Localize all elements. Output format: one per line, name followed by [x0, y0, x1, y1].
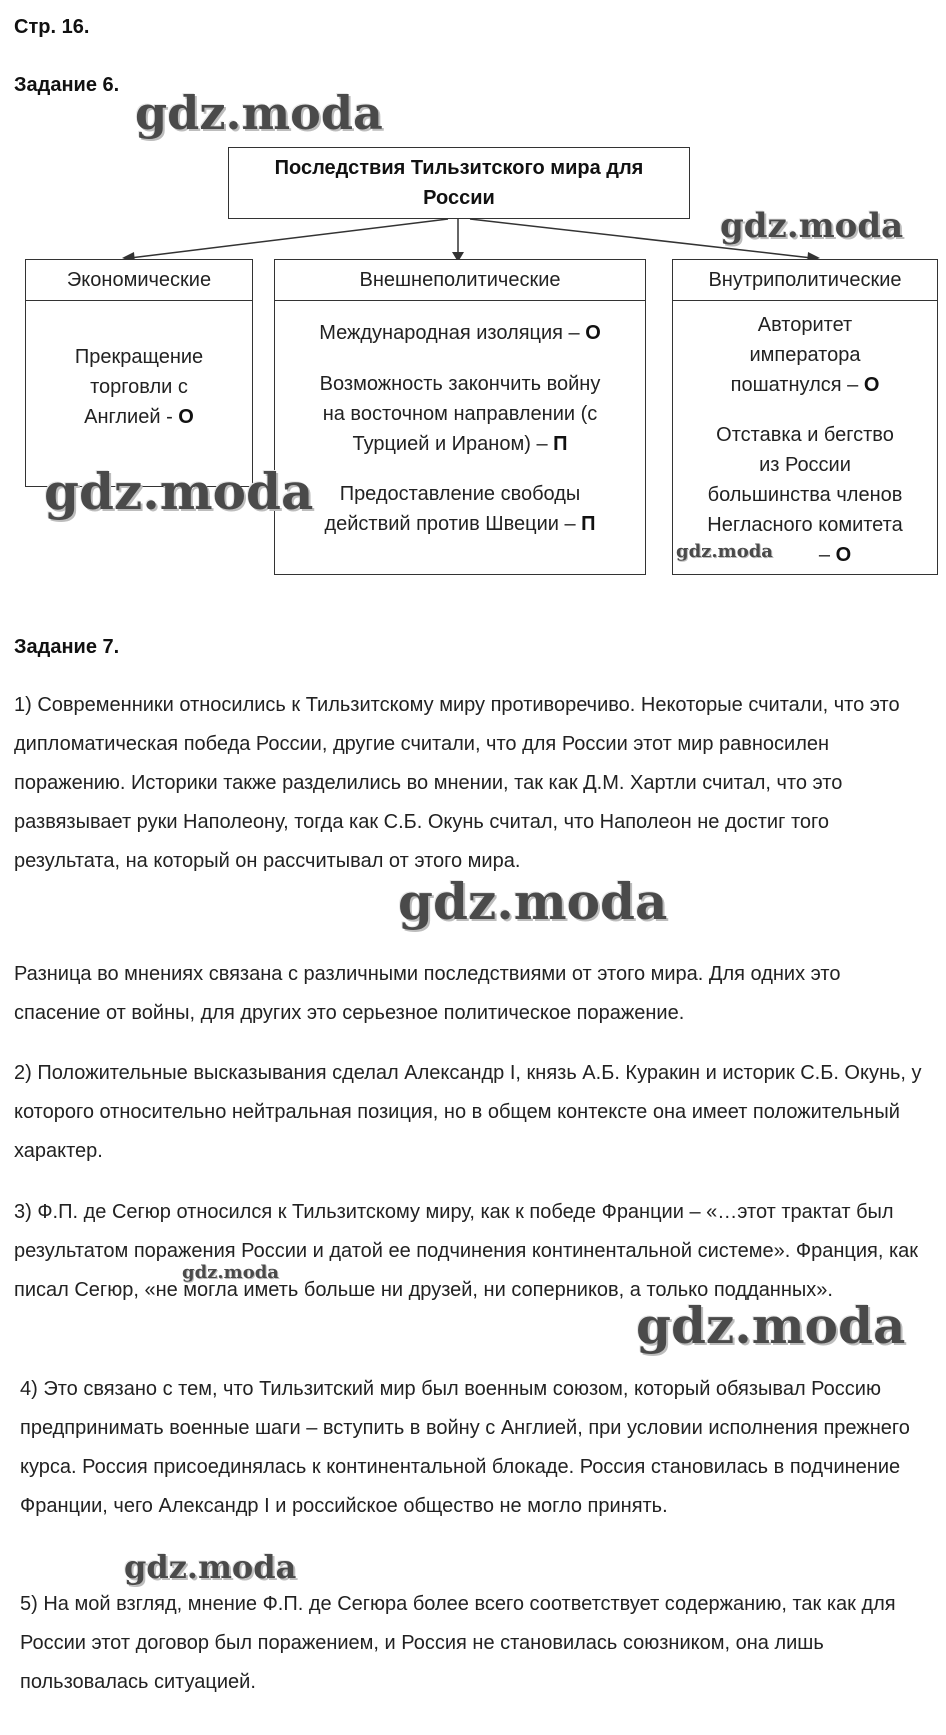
watermark-logo: gdz.moda	[182, 1262, 279, 1283]
root-box	[228, 147, 690, 219]
category-title: Экономические	[26, 260, 252, 301]
category-item: Отставка и бегство из России большинства членов Негласного комитета – О	[707, 424, 903, 566]
watermark-logo: gdz.moda	[676, 541, 773, 562]
category-title: Внутриполитические	[673, 260, 937, 301]
paragraph-5: 4) Это связано с тем, что Тильзитский мир был военным союзом, который обязывал Россию предпринимать военные шаги – вступить в войну с Англией, при условии исполнения прежнего курса. Россия присоединялась к континентальной блокаде. Россия становилась в подчинение Франции, чего Александр I и российское общество не могло принять.	[20, 1378, 910, 1517]
mark: О	[585, 322, 601, 344]
watermark-logo: gdz.moda	[44, 462, 314, 521]
mark: О	[835, 544, 852, 566]
mark: П	[553, 433, 568, 455]
task6-heading: Задание 6.	[14, 74, 120, 96]
paragraph-4: 3) Ф.П. де Сегюр относился к Тильзитскому миру, как к победе Франции – «…этот трактат был результатом поражения России и датой ее подчинения континентальной системе». Франция, как писал Сегюр, «не могла иметь больше ни друзей, ни соперников, а только подданных».	[14, 1201, 919, 1301]
mark: П	[581, 513, 596, 535]
paragraph-6: 5) На мой взгляд, мнение Ф.П. де Сегюра более всего соответствует содержанию, так как для России этот договор был поражением, и Россия не становилась союзником, она лишь пользовалась ситуацией.	[20, 1593, 896, 1693]
watermark-logo: gdz.moda	[135, 86, 383, 140]
category-item: Прекращение торговли с Англией - О	[74, 346, 204, 428]
page-label: Стр. 16.	[14, 16, 90, 38]
mark: О	[863, 374, 880, 396]
root-line1: Последствия Тильзитского мира для	[274, 157, 644, 179]
category-item: Авторитет императора пошатнулся – О	[730, 314, 880, 396]
watermark-logo: gdz.moda	[124, 1548, 297, 1586]
watermark-logo: gdz.moda	[720, 206, 904, 246]
connector-left	[130, 219, 448, 258]
category-item: Международная изоляция – О	[319, 322, 601, 344]
paragraph-2: Разница во мнениях связана с различными последствиями от этого мира. Для одних это спасение от войны, для других это серьезное политическое поражение.	[14, 963, 841, 1024]
category-item: Возможность закончить войну на восточном направлении (с Турцией и Ираном) – П	[319, 373, 601, 455]
category-foreign	[274, 259, 646, 575]
category-domestic	[672, 259, 938, 575]
paragraph-3: 2) Положительные высказывания сделал Александр I, князь А.Б. Куракин и историк С.Б. Окунь, у которого относительно нейтральная позиция, но в общем контексте она имеет положительный характер.	[14, 1062, 922, 1162]
category-economic	[25, 259, 253, 487]
watermark-logo: gdz.moda	[398, 872, 668, 931]
watermark-logo: gdz.moda	[636, 1296, 906, 1355]
mark: О	[178, 406, 194, 428]
paragraph-1: 1) Современники относились к Тильзитскому миру противоречиво. Некоторые считали, что это дипломатическая победа России, другие считали, что для России этот мир равносилен поражению. Историки также разделились во мнении, так как Д.М. Хартли считал, что это развязывает руки Наполеону, тогда как С.Б. Окунь считал, что Наполеон не достиг того результата, на который он рассчитывал от этого мира.	[14, 694, 900, 872]
root-line2: России	[423, 187, 495, 209]
category-item: Предоставление свободы действий против Швеции – П	[324, 483, 596, 535]
category-title: Внешнеполитические	[275, 260, 645, 301]
task7-heading: Задание 7.	[14, 636, 120, 658]
